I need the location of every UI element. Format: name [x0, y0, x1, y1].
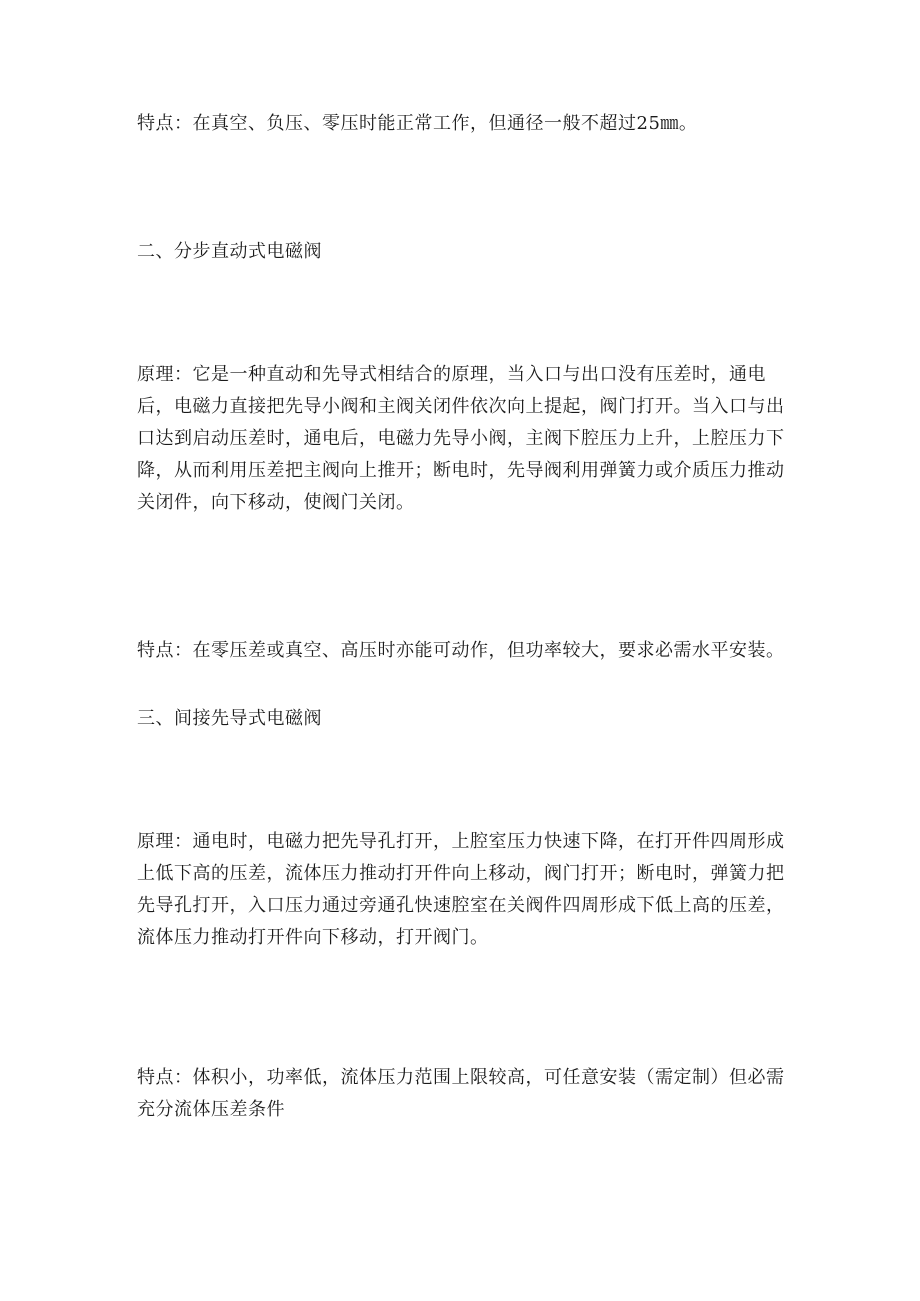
paragraph-feature-3: 特点：体积小，功率低，流体压力范围上限较高，可任意安装（需定制）但必需充分流体压差条件: [137, 1067, 785, 1120]
paragraph-feature-1: 特点：在真空、负压、零压时能正常工作，但通径一般不超过25㎜。: [137, 113, 698, 134]
heading-section-3: 三、间接先导式电磁阀: [137, 708, 322, 729]
paragraph-feature-2: 特点：在零压差或真空、高压时亦能可动作，但功率较大，要求必需水平安装。: [137, 640, 785, 661]
heading-section-2: 二、分步直动式电磁阀: [137, 241, 322, 262]
paragraph-principle-2: 原理：它是一种直动和先导式相结合的原理，当入口与出口没有压差时，通电后，电磁力直接把先导小阀和主阀关闭件依次向上提起，阀门打开。当入口与出口达到启动压差时，通电后，电磁力先导小阀，主阀下腔压力上升，上腔压力下降，从而利用压差把主阀向上推开；断电时，先导阀利用弹簧力或介质压力推动关闭件，向下移动，使阀门关闭。: [137, 364, 785, 513]
paragraph-principle-3: 原理：通电时，电磁力把先导孔打开，上腔室压力快速下降，在打开件四周形成上低下高的压差，流体压力推动打开件向上移动，阀门打开；断电时，弹簧力把先导孔打开，入口压力通过旁通孔快速腔室在关阀件四周形成下低上高的压差，流体压力推动打开件向下移动，打开阀门。: [137, 831, 785, 948]
